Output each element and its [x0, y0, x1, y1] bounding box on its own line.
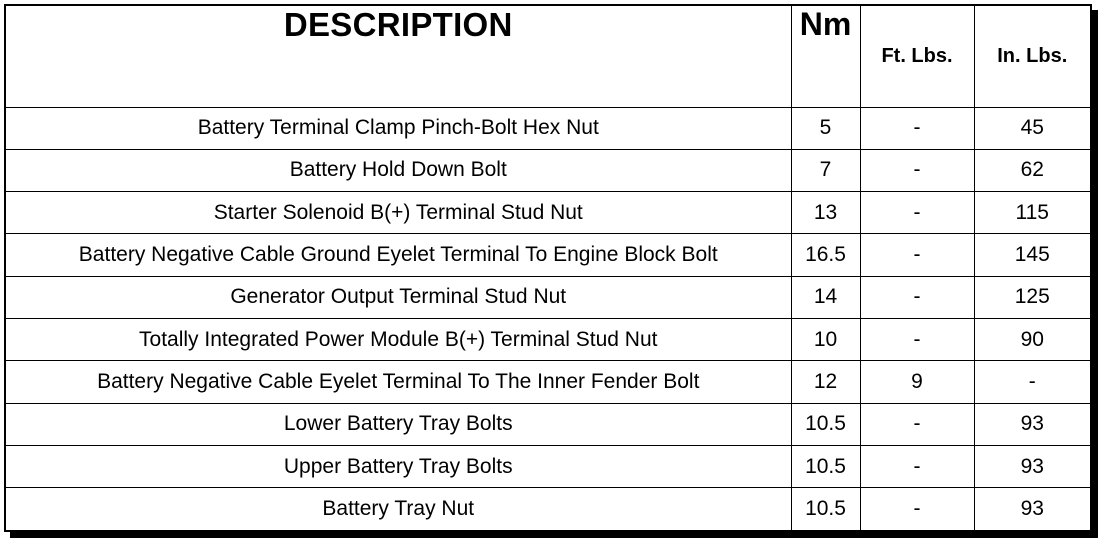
cell-nm: 10 [791, 318, 860, 360]
table-row [6, 318, 1090, 360]
header-description: DESCRIPTION [6, 6, 791, 107]
table-row [6, 234, 1090, 276]
header-nm: Nm [791, 6, 860, 107]
cell-nm: 10.5 [791, 445, 860, 487]
table-row [6, 361, 1090, 403]
cell-description: Battery Negative Cable Eyelet Terminal To The Inner Fender Bolt [6, 361, 791, 403]
table-row [6, 403, 1090, 445]
cell-in-lbs: 90 [974, 318, 1090, 360]
table-row [6, 276, 1090, 318]
cell-in-lbs: 115 [974, 192, 1090, 234]
cell-nm: 16.5 [791, 234, 860, 276]
table-row [6, 192, 1090, 234]
cell-nm: 10.5 [791, 488, 860, 530]
cell-in-lbs: 93 [974, 445, 1090, 487]
cell-in-lbs: 125 [974, 276, 1090, 318]
header-row [6, 6, 1090, 107]
table-row [6, 107, 1090, 149]
cell-ft-lbs: - [860, 488, 974, 530]
cell-ft-lbs: - [860, 234, 974, 276]
cell-in-lbs: 145 [974, 234, 1090, 276]
cell-in-lbs: 62 [974, 149, 1090, 191]
torque-spec-table-frame [4, 4, 1092, 532]
cell-ft-lbs: - [860, 149, 974, 191]
cell-description: Battery Negative Cable Ground Eyelet Terminal To Engine Block Bolt [6, 234, 791, 276]
cell-nm: 14 [791, 276, 860, 318]
cell-description: Battery Tray Nut [6, 488, 791, 530]
table-row [6, 149, 1090, 191]
table-row [6, 488, 1090, 530]
torque-spec-table [6, 6, 1090, 530]
table-row [6, 445, 1090, 487]
cell-in-lbs: 45 [974, 107, 1090, 149]
cell-nm: 12 [791, 361, 860, 403]
cell-ft-lbs: - [860, 192, 974, 234]
cell-nm: 7 [791, 149, 860, 191]
header-in-lbs: In. Lbs. [974, 6, 1090, 107]
cell-description: Generator Output Terminal Stud Nut [6, 276, 791, 318]
cell-nm: 5 [791, 107, 860, 149]
cell-nm: 13 [791, 192, 860, 234]
cell-ft-lbs: 9 [860, 361, 974, 403]
cell-ft-lbs: - [860, 107, 974, 149]
cell-description: Battery Hold Down Bolt [6, 149, 791, 191]
cell-ft-lbs: - [860, 276, 974, 318]
cell-description: Upper Battery Tray Bolts [6, 445, 791, 487]
cell-description: Starter Solenoid B(+) Terminal Stud Nut [6, 192, 791, 234]
header-ft-lbs: Ft. Lbs. [860, 6, 974, 107]
cell-description: Lower Battery Tray Bolts [6, 403, 791, 445]
cell-in-lbs: 93 [974, 403, 1090, 445]
cell-nm: 10.5 [791, 403, 860, 445]
cell-description: Totally Integrated Power Module B(+) Terminal Stud Nut [6, 318, 791, 360]
cell-in-lbs: 93 [974, 488, 1090, 530]
cell-ft-lbs: - [860, 445, 974, 487]
cell-in-lbs: - [974, 361, 1090, 403]
cell-description: Battery Terminal Clamp Pinch-Bolt Hex Nut [6, 107, 791, 149]
cell-ft-lbs: - [860, 403, 974, 445]
cell-ft-lbs: - [860, 318, 974, 360]
